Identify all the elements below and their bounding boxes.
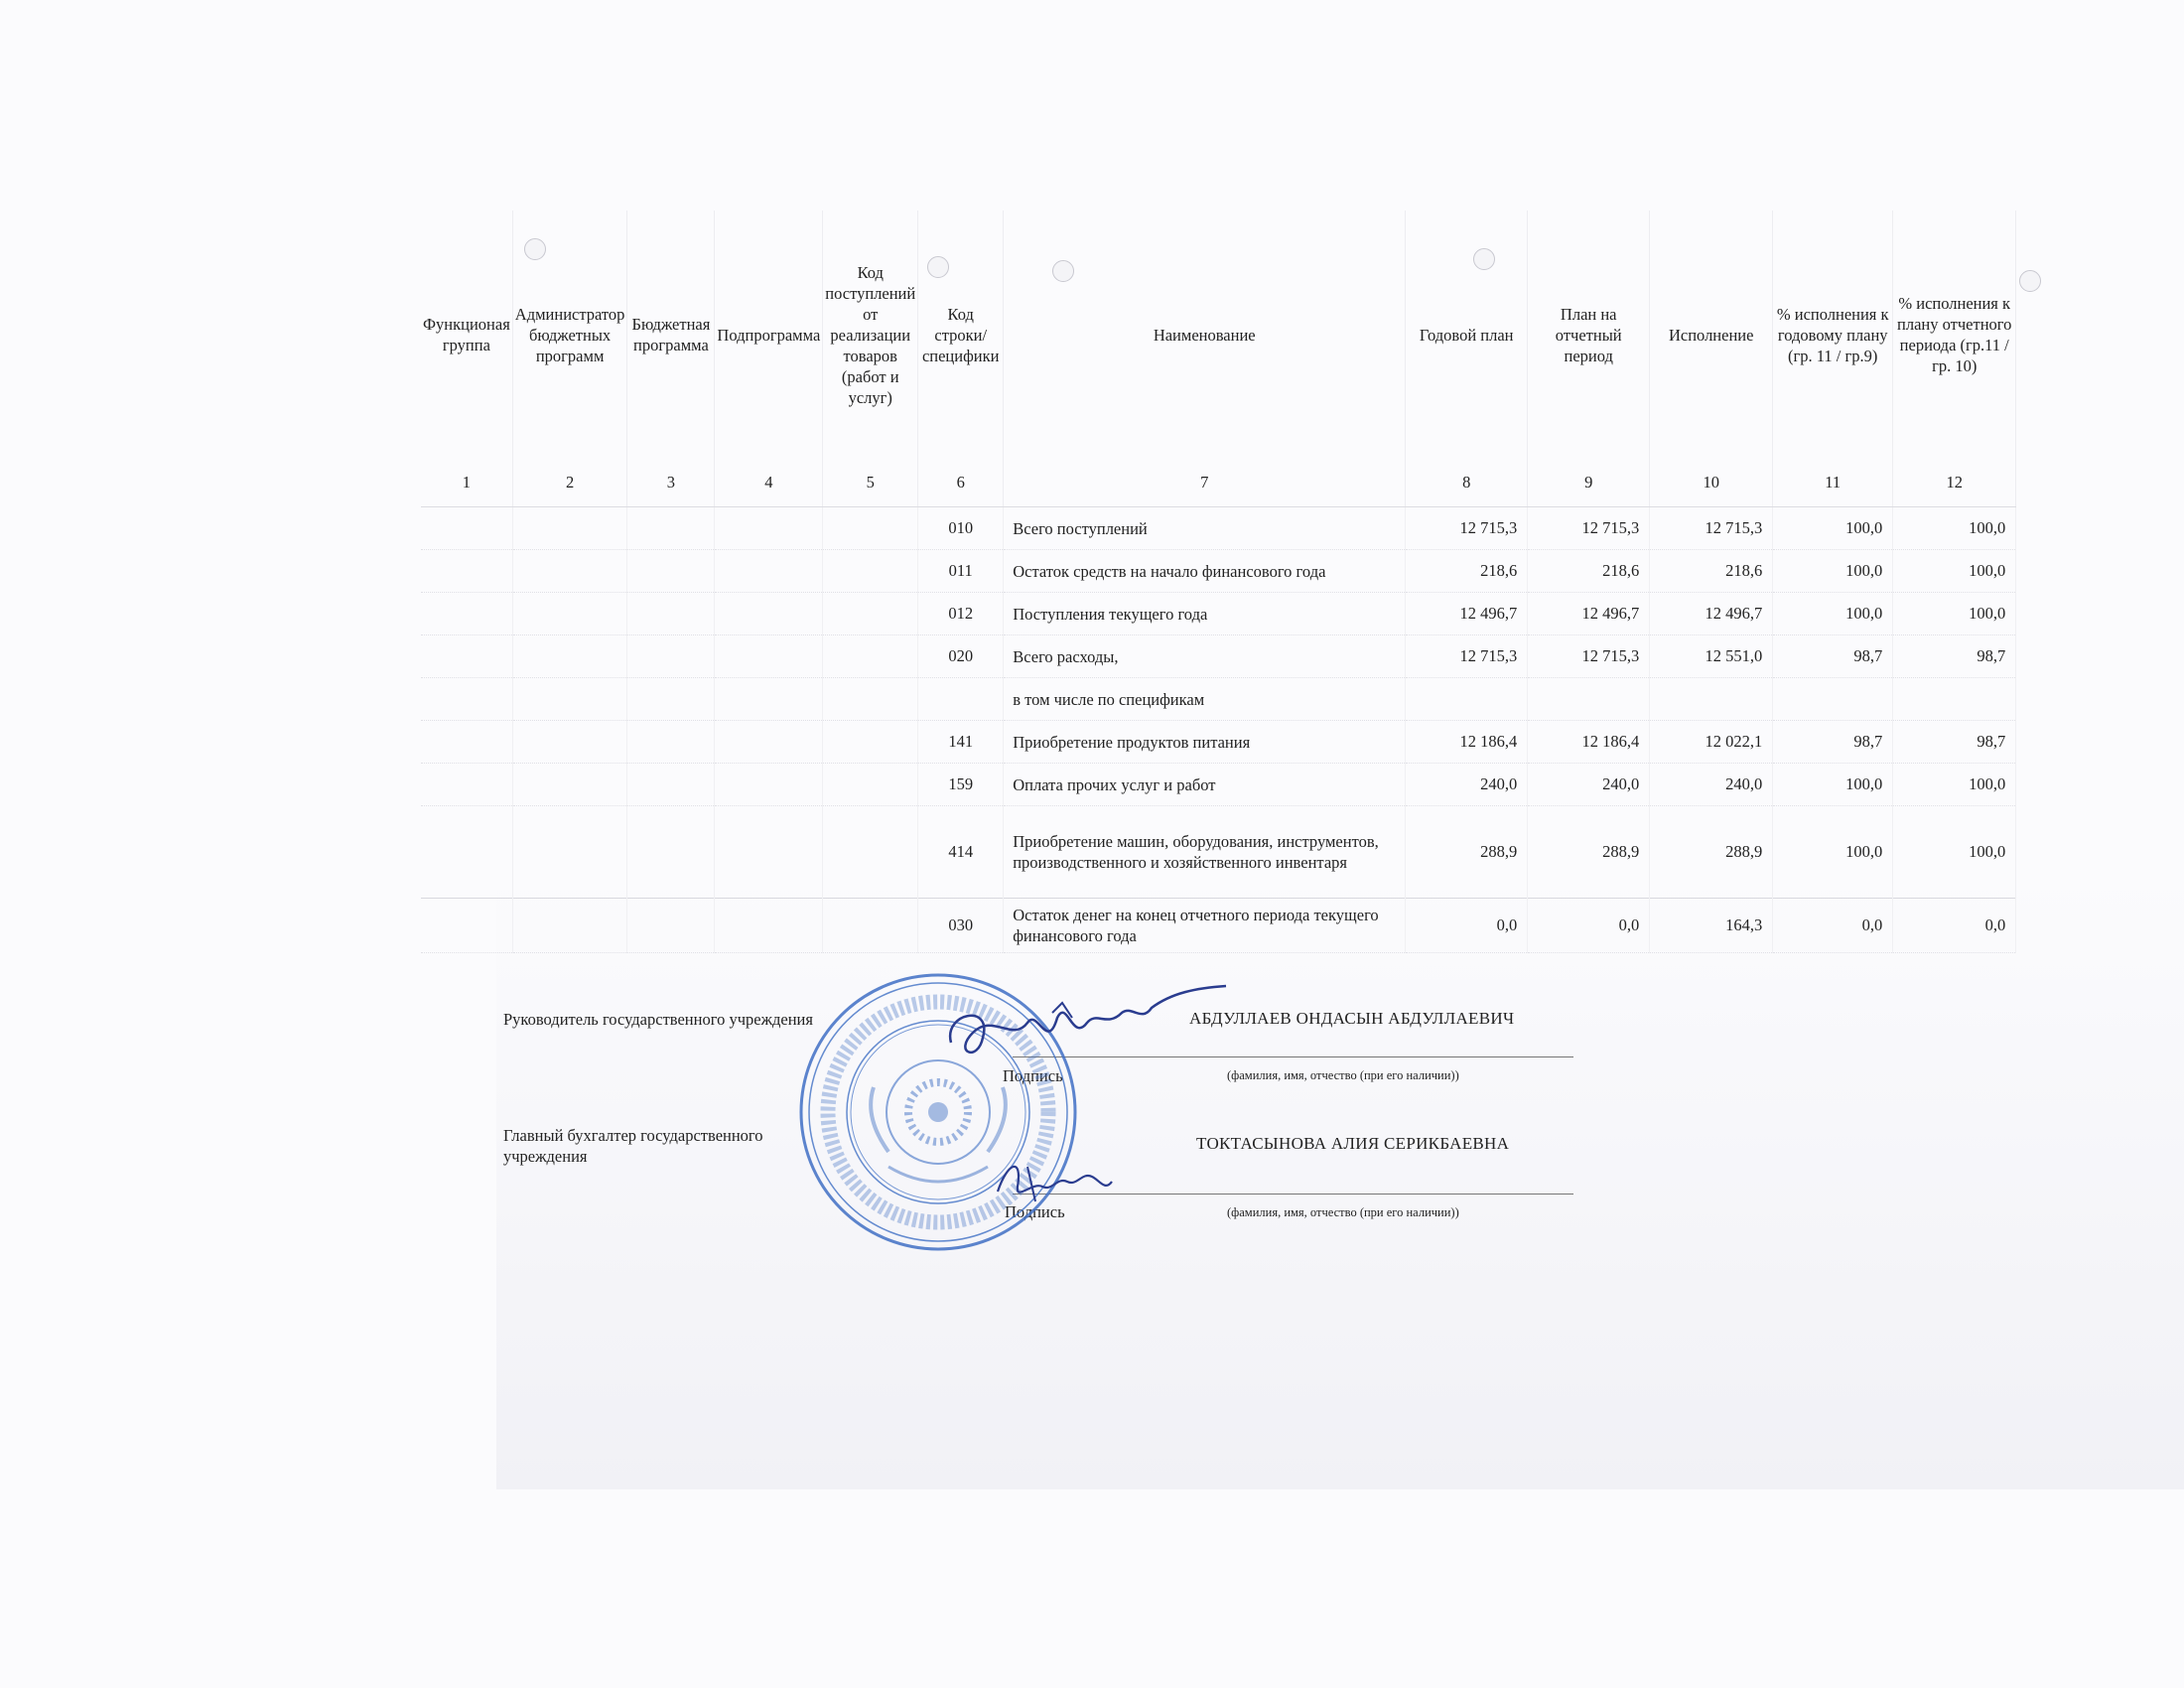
execution-value: 12 022,1	[1650, 721, 1773, 764]
head-name: АБДУЛЛАЕВ ОНДАСЫН АБДУЛЛАЕВИЧ	[1189, 1009, 1515, 1028]
row-code: 010	[918, 507, 1004, 550]
col-header-execution: Исполнение	[1650, 211, 1773, 459]
pct-period-value: 100,0	[1893, 507, 2016, 550]
pct-annual-value: 100,0	[1773, 507, 1893, 550]
row-code: 141	[918, 721, 1004, 764]
execution-value: 12 496,7	[1650, 593, 1773, 635]
column-number: 5	[823, 459, 918, 507]
annual-plan-value: 0,0	[1406, 899, 1528, 953]
pct-period-value: 98,7	[1893, 721, 2016, 764]
table-row	[421, 678, 2016, 721]
head-signature-icon	[933, 983, 1231, 1082]
row-code: 030	[918, 899, 1004, 953]
execution-value: 164,3	[1650, 899, 1773, 953]
annual-plan-value: 288,9	[1406, 806, 1528, 899]
pct-period-value: 100,0	[1893, 550, 2016, 593]
pct-annual-value: 100,0	[1773, 764, 1893, 806]
col-header-line-code: Код строки/специфики	[918, 211, 1004, 459]
execution-value: 288,9	[1650, 806, 1773, 899]
annual-plan-value: 12 496,7	[1406, 593, 1528, 635]
accountant-name-caption: (фамилия, имя, отчество (при его наличии))	[1227, 1205, 1459, 1219]
row-name: Всего поступлений	[1004, 507, 1406, 550]
column-number: 1	[421, 459, 512, 507]
execution-value: 12 551,0	[1650, 635, 1773, 678]
budget-report-table	[421, 211, 2016, 953]
pct-annual-value: 100,0	[1773, 593, 1893, 635]
column-number: 12	[1893, 459, 2016, 507]
table-row	[421, 806, 2016, 899]
col-header-admin: Администратор бюджетных программ	[512, 211, 627, 459]
annual-plan-value: 12 715,3	[1406, 635, 1528, 678]
table-row	[421, 550, 2016, 593]
table-row	[421, 764, 2016, 806]
accountant-label: Главный бухгалтер государственного учреждения	[503, 1126, 763, 1166]
row-code	[918, 678, 1004, 721]
column-number: 4	[715, 459, 823, 507]
col-header-revenue-code: Код поступлений от реализации товаров (работ и услуг)	[823, 211, 918, 459]
execution-value	[1650, 678, 1773, 721]
column-number: 2	[512, 459, 627, 507]
row-code: 020	[918, 635, 1004, 678]
period-plan-value: 0,0	[1528, 899, 1650, 953]
row-name: Приобретение продуктов питания	[1004, 721, 1406, 764]
table-row	[421, 635, 2016, 678]
col-header-func-group: Функционая группа	[421, 211, 512, 459]
execution-value: 12 715,3	[1650, 507, 1773, 550]
column-number: 6	[918, 459, 1004, 507]
row-name: Всего расходы,	[1004, 635, 1406, 678]
pct-annual-value	[1773, 678, 1893, 721]
table-row	[421, 593, 2016, 635]
pct-annual-value: 98,7	[1773, 721, 1893, 764]
row-code: 012	[918, 593, 1004, 635]
pct-period-value: 100,0	[1893, 593, 2016, 635]
annual-plan-value: 240,0	[1406, 764, 1528, 806]
column-number-row	[421, 459, 2016, 507]
period-plan-value: 12 496,7	[1528, 593, 1650, 635]
column-number: 7	[1004, 459, 1406, 507]
col-header-pct-annual: % исполнения к годовому плану (гр. 11 / гр.9)	[1773, 211, 1893, 459]
annual-plan-value: 218,6	[1406, 550, 1528, 593]
table-row	[421, 721, 2016, 764]
col-header-pct-period: % исполнения к плану отчетного периода (гр.11 / гр. 10)	[1893, 211, 2016, 459]
row-code: 414	[918, 806, 1004, 899]
period-plan-value: 12 715,3	[1528, 507, 1650, 550]
execution-value: 218,6	[1650, 550, 1773, 593]
annual-plan-value	[1406, 678, 1528, 721]
col-header-annual-plan: Годовой план	[1406, 211, 1528, 459]
period-plan-value: 218,6	[1528, 550, 1650, 593]
period-plan-value: 240,0	[1528, 764, 1650, 806]
pct-period-value: 0,0	[1893, 899, 2016, 953]
period-plan-value: 12 715,3	[1528, 635, 1650, 678]
head-label: Руководитель государственного учреждения	[503, 1010, 813, 1029]
column-number: 10	[1650, 459, 1773, 507]
col-header-program: Бюджетная программа	[627, 211, 715, 459]
row-name: Приобретение машин, оборудования, инструментов, производственного и хозяйственного инвентаря	[1004, 806, 1406, 899]
pct-period-value: 98,7	[1893, 635, 2016, 678]
col-header-name: Наименование	[1004, 211, 1406, 459]
row-code: 159	[918, 764, 1004, 806]
row-name: Поступления текущего года	[1004, 593, 1406, 635]
pct-annual-value: 98,7	[1773, 635, 1893, 678]
row-name: Оплата прочих услуг и работ	[1004, 764, 1406, 806]
row-code: 011	[918, 550, 1004, 593]
accountant-name: ТОКТАСЫНОВА АЛИЯ СЕРИКБАЕВНА	[1196, 1134, 1510, 1153]
scan-shadow	[496, 874, 2184, 1489]
pct-annual-value: 100,0	[1773, 806, 1893, 899]
head-name-caption: (фамилия, имя, отчество (при его наличии))	[1227, 1068, 1459, 1082]
annual-plan-value: 12 715,3	[1406, 507, 1528, 550]
annual-plan-value: 12 186,4	[1406, 721, 1528, 764]
row-name: в том числе по спецификам	[1004, 678, 1406, 721]
accountant-signature-icon	[988, 1152, 1117, 1211]
table-row	[421, 507, 2016, 550]
column-number: 9	[1528, 459, 1650, 507]
period-plan-value: 288,9	[1528, 806, 1650, 899]
accountant-signature-word: Подпись	[1005, 1202, 1065, 1221]
column-number: 8	[1406, 459, 1528, 507]
row-name: Остаток денег на конец отчетного периода текущего финансового года	[1004, 899, 1406, 953]
pct-annual-value: 0,0	[1773, 899, 1893, 953]
pct-period-value	[1893, 678, 2016, 721]
column-number: 11	[1773, 459, 1893, 507]
table-row	[421, 899, 2016, 953]
pct-period-value: 100,0	[1893, 806, 2016, 899]
execution-value: 240,0	[1650, 764, 1773, 806]
col-header-period-plan: План на отчетный период	[1528, 211, 1650, 459]
punch-hole	[2019, 270, 2041, 292]
head-signature-word: Подпись	[1003, 1066, 1063, 1085]
col-header-subprogram: Подпрограмма	[715, 211, 823, 459]
header-row	[421, 211, 2016, 459]
pct-period-value: 100,0	[1893, 764, 2016, 806]
pct-annual-value: 100,0	[1773, 550, 1893, 593]
period-plan-value	[1528, 678, 1650, 721]
period-plan-value: 12 186,4	[1528, 721, 1650, 764]
column-number: 3	[627, 459, 715, 507]
row-name: Остаток средств на начало финансового года	[1004, 550, 1406, 593]
